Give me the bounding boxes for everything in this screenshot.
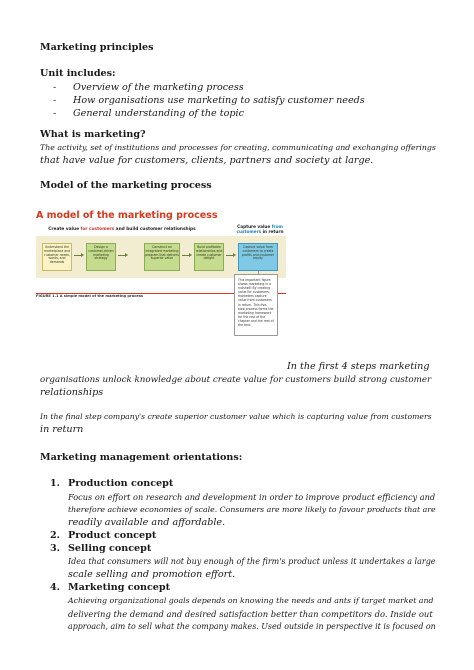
figure-step-box: Design a customer-driven marketing strategy <box>86 243 116 271</box>
figure-step-box: Build profitable relationships and create customer delight <box>194 243 224 271</box>
orientation-desc-line: scale selling and promotion effort. <box>68 569 236 580</box>
final-paragraph-line: in return <box>40 424 84 435</box>
figure-step-box: Capture value from customers to create profits and customer equity <box>238 243 278 271</box>
figure-step-box: Construct an integrated marketing program that delivers superior value <box>144 243 180 271</box>
unit-includes-label: Unit includes: <box>40 68 116 79</box>
orientation-desc-line: therefore achieve economies of scale. Consumers are more likely to favour products that are <box>68 505 436 514</box>
marketing-process-figure <box>36 210 284 328</box>
model-heading: Model of the marketing process <box>40 180 212 191</box>
what-is-marketing-heading: What is marketing? <box>40 129 146 140</box>
figure-band-create-value: Create value for customers and build customer relationships <box>48 227 196 232</box>
orientation-desc-line: Achieving organizational goals depends on knowing the needs and ants if target market and <box>68 596 434 605</box>
figure-note: This important figure shows marketing in a nutshell! By creating value for customers, marketers capture value from customers in return. This five-step process forms the marketing framework for the rest of the chapter and the rest of the text. <box>234 274 278 336</box>
orientations-heading: Marketing management orientations: <box>40 452 243 463</box>
final-paragraph-line: In the final step company's create superior customer value which is capturing value from customers <box>40 412 432 421</box>
definition-line: The activity, set of institutions and processes for creating, communicating and exchanging offerings <box>40 143 436 152</box>
orientation-title: 3. Selling concept <box>50 543 152 554</box>
arrow-right-icon <box>182 255 190 256</box>
steps-paragraph-line: organisations unlock knowledge about create value for customers build strong customer <box>40 375 432 385</box>
arrow-right-icon <box>74 255 82 256</box>
doc-heading: Marketing principles <box>40 42 154 53</box>
figure-caption: FIGURE 1.1 A simple model of the marketing process <box>36 294 144 298</box>
figure-step-box: Understand the marketplace and customer needs, wants, and demands <box>42 243 72 271</box>
bullet-item: - General understanding of the topic <box>53 108 244 119</box>
arrow-right-icon <box>118 255 126 256</box>
bullet-item: - How organisations use marketing to satisfy customer needs <box>53 95 365 106</box>
bullet-item: - Overview of the marketing process <box>53 82 244 93</box>
orientation-title: 1. Production concept <box>50 478 174 489</box>
figure-title: A model of the marketing process <box>36 210 218 221</box>
orientation-desc-line: readily available and affordable. <box>68 517 226 528</box>
bullet-dash: - <box>53 95 57 106</box>
steps-paragraph-line: relationships <box>40 387 104 398</box>
steps-paragraph-line: In the first 4 steps marketing <box>287 361 430 372</box>
bullet-dash: - <box>53 108 57 119</box>
arrow-right-icon <box>226 255 234 256</box>
orientation-desc-line: Focus on effort on research and development in order to improve product efficiency and <box>68 492 436 502</box>
figure-band-capture-value: Capture value from customers in return <box>236 224 284 234</box>
definition-line: that have value for customers, clients, partners and society at large. <box>40 155 374 166</box>
orientation-desc-line: Idea that consumers will not buy enough of the firm's product unless it undertakes a large <box>68 557 436 566</box>
bullet-dash: - <box>53 82 57 93</box>
orientation-desc-line: delivering the demand and desired satisfaction better than competitors do. Inside out <box>68 609 433 619</box>
orientation-title: 2. Product concept <box>50 530 157 541</box>
orientation-desc-line: approach, aim to sell what the company makes. Used outside in perspective it is focused on <box>68 622 436 631</box>
orientation-title: 4. Marketing concept <box>50 582 171 593</box>
